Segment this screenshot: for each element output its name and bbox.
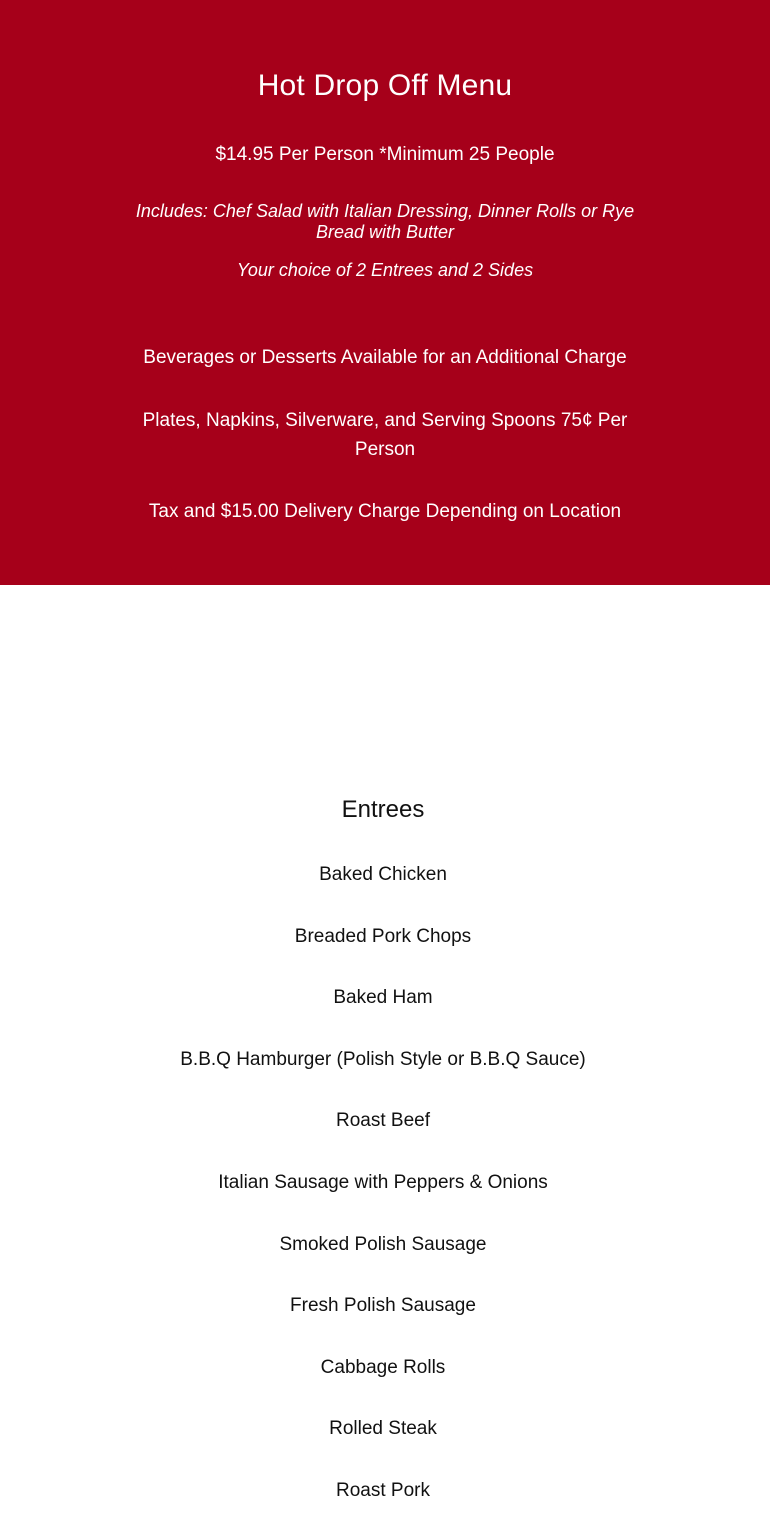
entree-item: Roast Beef — [336, 1110, 430, 1132]
entree-item: Fresh Polish Sausage — [290, 1295, 476, 1317]
entree-item: Rolled Steak — [329, 1418, 437, 1440]
entree-item: Baked Chicken — [319, 864, 447, 885]
entree-item: Cabbage Rolls — [320, 1356, 446, 1378]
entree-item: Baked Ham — [333, 987, 433, 1009]
menu-title: Hot Drop Off Menu — [257, 69, 513, 102]
entree-item: Roast Pork — [336, 1479, 430, 1501]
entree-item: Italian Sausage with Peppers & Onions — [218, 1171, 548, 1193]
menu-header-section — [0, 0, 770, 585]
entree-list — [0, 860, 766, 1538]
plates-note: Plates, Napkins, Silverware, and Serving Spoons 75¢ Per Person — [142, 410, 628, 460]
entrees-heading: Entrees — [341, 796, 425, 823]
entree-item: Breaded Pork Chops — [294, 925, 472, 947]
entree-item: Smoked Polish Sausage — [279, 1233, 487, 1255]
includes-description: Includes: Chef Salad with Italian Dressing, Dinner Rolls or Rye Bread with Butter — [135, 201, 635, 242]
choice-description: Your choice of 2 Entrees and 2 Sides — [236, 260, 534, 280]
price-per-person: $14.95 Per Person *Minimum 25 People — [215, 144, 555, 165]
tax-delivery-note: Tax and $15.00 Delivery Charge Depending on Location — [148, 501, 622, 522]
entree-item: B.B.Q Hamburger (Polish Style or B.B.Q Sauce) — [180, 1048, 586, 1070]
beverages-note: Beverages or Desserts Available for an Additional Charge — [143, 347, 627, 368]
